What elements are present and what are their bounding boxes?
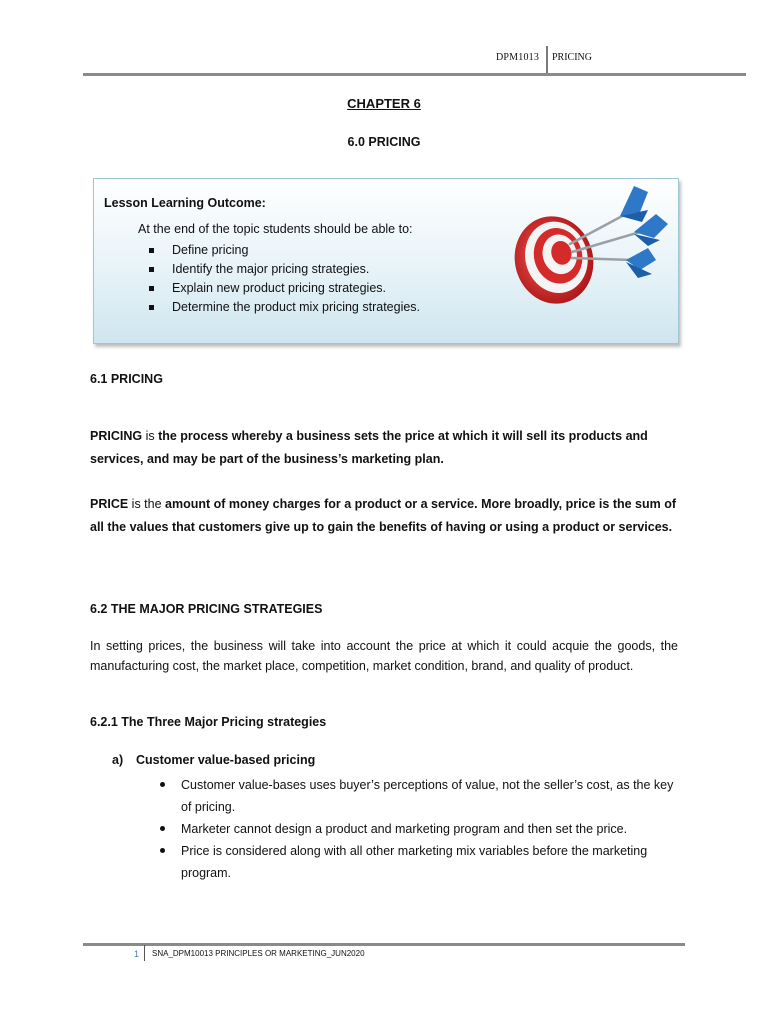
list-item: Customer value-bases uses buyer’s perceptions of value, not the seller’s cost, as the key of pricing.: [160, 774, 680, 818]
bullet-icon: [160, 826, 165, 831]
square-bullet-icon: [149, 286, 154, 291]
footer-rule: [83, 943, 685, 946]
footer-separator: [144, 945, 145, 961]
header-title: PRICING: [552, 52, 593, 63]
list-item: Define pricing: [148, 241, 420, 260]
header-rule: [83, 73, 746, 76]
bullet-icon: [160, 848, 165, 853]
item-a-bullets: [160, 774, 680, 884]
item-a-heading: a) Customer value-based pricing: [112, 753, 316, 767]
section-6-2-1-heading: 6.2.1 The Three Major Pricing strategies: [90, 715, 327, 729]
chapter-title: CHAPTER 6: [347, 96, 421, 111]
list-item: Explain new product pricing strategies.: [148, 279, 420, 298]
list-item: Identify the major pricing strategies.: [148, 260, 420, 279]
section-6-1-heading: 6.1 PRICING: [90, 372, 163, 386]
square-bullet-icon: [149, 305, 154, 310]
pricing-definition: PRICING is the process whereby a business sets the price at which it will sell its products and services, and may be part of the business’s marketing plan.: [90, 429, 648, 466]
learning-outcome-title: Lesson Learning Outcome:: [104, 196, 266, 210]
learning-outcome-intro: At the end of the topic students should be able to:: [138, 222, 413, 236]
header-code: DPM1013: [496, 52, 540, 63]
target-with-darts-icon: [508, 182, 676, 310]
square-bullet-icon: [149, 248, 154, 253]
list-item: Marketer cannot design a product and marketing program and then set the price.: [160, 818, 680, 840]
footer-text: SNA_DPM10013 PRINCIPLES OR MARKETING_JUN2020: [152, 949, 365, 958]
section-6-2-paragraph: In setting prices, the business will take into account the price at which it could acquie the goods, the manufacturing cost, the market place, competition, market condition, brand, and quality of product.: [90, 639, 678, 673]
page-number: 1: [134, 949, 140, 959]
square-bullet-icon: [149, 267, 154, 272]
bullet-icon: [160, 782, 165, 787]
list-item: Determine the product mix pricing strategies.: [148, 298, 420, 317]
chapter-subtitle: 6.0 PRICING: [347, 135, 421, 149]
section-6-2-heading: 6.2 THE MAJOR PRICING STRATEGIES: [90, 602, 323, 616]
price-definition: PRICE is the amount of money charges for a product or a service. More broadly, price is the sum of all the values that customers give up to gain the benefits of having or using a product or services.: [90, 497, 677, 534]
learning-outcome-list: [148, 241, 420, 317]
header-separator: [546, 46, 548, 74]
list-item: Price is considered along with all other marketing mix variables before the marketing program.: [160, 840, 680, 884]
